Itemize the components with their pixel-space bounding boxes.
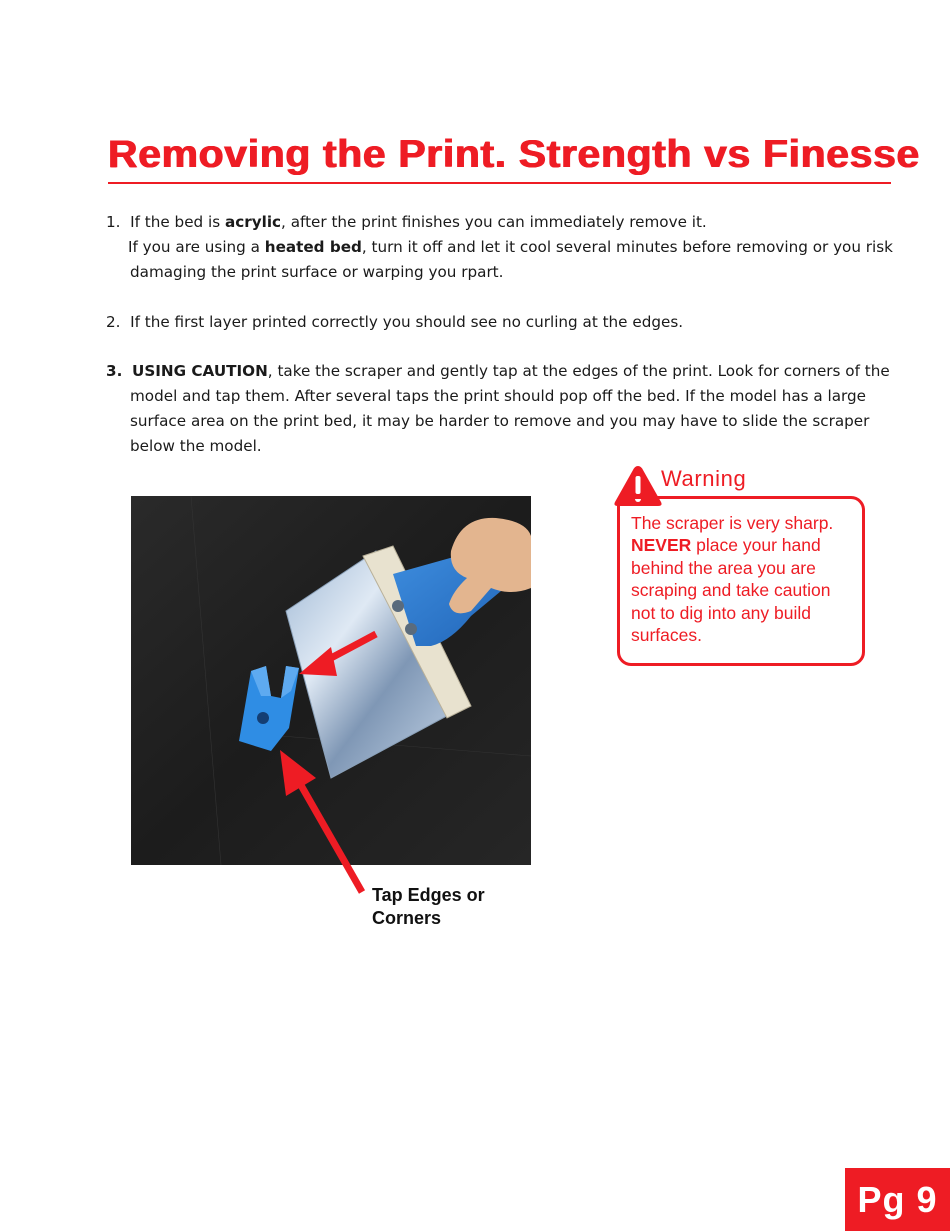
warning-line-5: not to dig into any build (631, 602, 811, 623)
step-1-bold-heated-bed: heated bed (264, 238, 362, 256)
warning-never: NEVER (631, 535, 692, 556)
step-1-number: 1. (106, 213, 121, 231)
step-3-text-b: model and tap them. After several taps the print should pop off the bed. If the model has a large (130, 387, 866, 405)
step-2 (106, 310, 886, 335)
step-1-text-d: , turn it off and let it cool several minutes before removing or you risk (361, 238, 893, 256)
step-1-text-e: damaging the print surface or warping you rpart. (130, 263, 504, 281)
handle-rivet-2 (405, 623, 417, 635)
step-1-bold-acrylic: acrylic (224, 213, 282, 231)
step-3-text-c: surface area on the print bed, it may be harder to remove and you may have to slide the scraper (130, 412, 870, 430)
warning-line-2-rest: place your hand (691, 535, 821, 556)
caption-line-1: Tap Edges or (372, 885, 485, 905)
step-1-text-b: , after the print finishes you can immediately remove it. (281, 213, 707, 231)
warning-title: Warning (661, 466, 747, 491)
step-1-text-c: If you are using a (128, 238, 265, 256)
warning-line-3: behind the area you are (631, 557, 816, 578)
warning-line-4: scraping and take caution (631, 580, 831, 601)
handle-rivet-1 (392, 600, 404, 612)
page-number-badge: Pg 9 (845, 1168, 950, 1231)
caption-line-2: Corners (372, 908, 442, 928)
step-3-text-a: , take the scraper and gently tap at the edges of the print. Look for corners of the (267, 362, 890, 380)
warning-line-1: The scraper is very sharp. (631, 513, 834, 533)
step-3 (106, 359, 890, 459)
step-3-bold-caution: USING CAUTION (132, 362, 268, 380)
warning-line-6: surfaces. (631, 625, 702, 646)
step-3-number: 3. (106, 362, 123, 380)
page-title: Removing the Print. Strength vs Finesse (108, 133, 920, 176)
warning-text (631, 512, 863, 646)
title-underline (108, 182, 891, 184)
step-2-number: 2. (106, 313, 121, 331)
step-1-text-a: If the bed is (130, 213, 225, 231)
step-3-text-d: below the model. (130, 437, 262, 455)
arrow-to-caption (270, 740, 380, 900)
step-1 (106, 210, 893, 285)
warning-line-2 (631, 534, 863, 556)
photo-caption (372, 884, 532, 930)
step-2-text: If the first layer printed correctly you should see no curling at the edges. (130, 313, 684, 331)
